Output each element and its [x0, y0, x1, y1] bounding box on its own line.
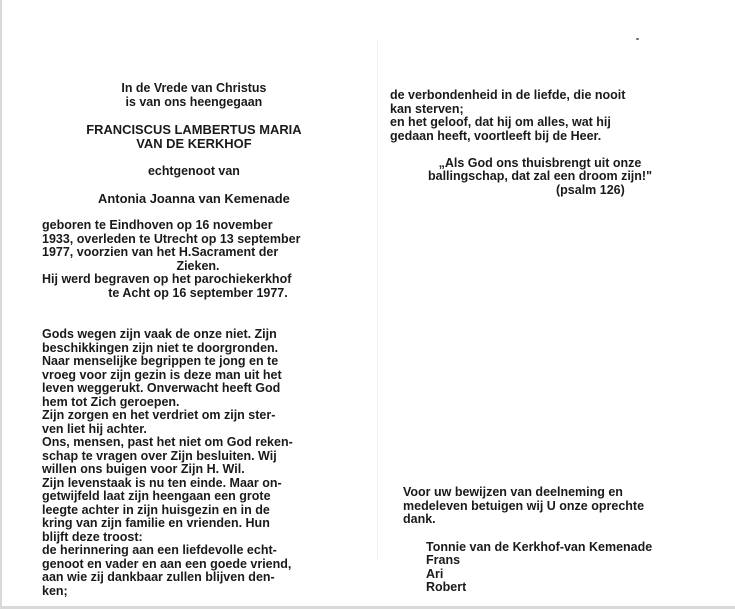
bio-line: Zieken.: [176, 259, 220, 273]
bio-line: 1933, overleden te Utrecht op 13 september: [42, 232, 301, 246]
psalm-quote-line: ballingschap, dat zal een droom zijn!": [427, 169, 652, 183]
meditation-line: leven weggerukt. Onverwacht heeft God: [42, 381, 281, 395]
signatory: Tonnie van de Kerkhof-van Kemenade: [426, 540, 653, 554]
bio-line: 1977, voorzien van het H.Sacrament der: [42, 245, 279, 259]
spouse-name: Antonia Joanna van Kemenade: [98, 191, 290, 206]
continuation-line: gedaan heeft, voortleeft bij de Heer.: [390, 129, 602, 143]
continuation-line: kan sterven;: [390, 102, 464, 116]
signatory: Robert: [426, 580, 467, 594]
meditation-line: leegte achter in zijn huisgezin en in de: [42, 503, 270, 517]
thanks-line: dank.: [403, 512, 436, 526]
meditation-line: Ons, mensen, past het niet om God reken-: [42, 435, 293, 449]
meditation-line: vroeg voor zijn gezin is deze man uit het: [42, 368, 282, 382]
meditation-line: Zijn levenstaak is nu ten einde. Maar on-: [42, 476, 282, 490]
meditation-line: schap te vragen over Zijn besluiten. Wij: [42, 449, 277, 463]
thanks-line: medeleven betuigen wij U onze oprechte: [403, 499, 645, 513]
meditation-line: beschikkingen zijn niet te doorgronden.: [42, 341, 279, 355]
deceased-name-line-1: FRANCISCUS LAMBERTUS MARIA: [86, 122, 302, 137]
meditation-line: ken;: [42, 584, 68, 598]
print-speck: [636, 38, 639, 40]
meditation-line: de herinnering aan een liefdevolle echt-: [42, 543, 277, 557]
meditation-line: blijft deze troost:: [42, 530, 143, 544]
psalm-quote-line: „Als God ons thuisbrengt uit onze: [438, 156, 642, 170]
meditation-line: Naar menselijke begrippen te jong en te: [42, 354, 279, 368]
continuation-line: de verbondenheid in de liefde, die nooit: [390, 88, 626, 102]
header-line-2: is van ons heengegaan: [125, 95, 263, 109]
meditation-line: ven liet hij achter.: [42, 422, 147, 436]
meditation-line: aan wie zij dankbaar zullen blijven den-: [42, 570, 275, 584]
header-line-1: In de Vrede van Christus: [121, 81, 267, 95]
spouse-intro: echtgenoot van: [148, 164, 240, 178]
meditation-line: genoot en vader en aan een goede vriend,: [42, 557, 292, 571]
thanks-line: Voor uw bewijzen van deelneming en: [403, 485, 623, 499]
meditation-line: getwijfeld laat zijn heengaan een grote: [42, 489, 271, 503]
signatory: Ari: [426, 567, 444, 581]
card-left-edge: [0, 0, 2, 609]
meditation-line: willen ons buigen voor Zijn H. Wil.: [42, 462, 245, 476]
left-page: [15, 8, 375, 604]
bio-line: Hij werd begraven op het parochiekerkhof: [42, 272, 292, 286]
bio-line: te Acht op 16 september 1977.: [108, 286, 288, 300]
right-page: [378, 8, 730, 604]
signatory: Frans: [426, 553, 461, 567]
psalm-reference: (psalm 126): [556, 183, 625, 197]
bio-line: geboren te Eindhoven op 16 november: [42, 218, 273, 232]
meditation-line: Zijn zorgen en het verdriet om zijn ster-: [42, 408, 276, 422]
deceased-name-line-2: VAN DE KERKHOF: [136, 136, 252, 151]
meditation-line: hem tot Zich geroepen.: [42, 395, 180, 409]
meditation-line: kring van zijn familie en vrienden. Hun: [42, 516, 270, 530]
continuation-line: en het geloof, dat hij om alles, wat hij: [390, 115, 611, 129]
meditation-line: Gods wegen zijn vaak de onze niet. Zijn: [42, 327, 277, 341]
